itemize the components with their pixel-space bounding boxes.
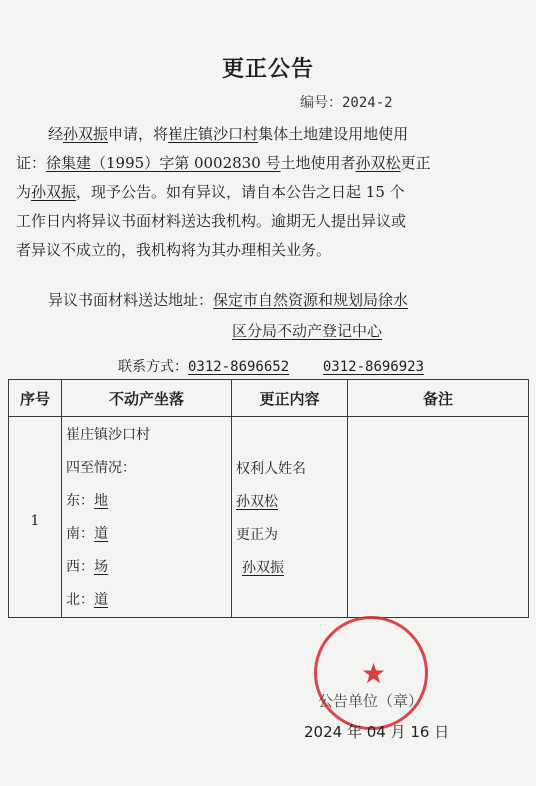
header-seq: 序号: [9, 380, 62, 417]
change-old: [232, 486, 347, 519]
notice-line-5: 者异议不成立的，我机构将为其办理相关业务。: [16, 241, 332, 259]
row-change: [232, 417, 348, 618]
text-segment: 更正: [400, 154, 431, 172]
certificate-number: 徐集建（1995）字第 0002830 号: [46, 154, 281, 172]
objection-address-line-2: [232, 317, 382, 345]
old-holder-name: 孙双松: [355, 154, 401, 172]
table-row: [9, 417, 529, 618]
address-part-1: 保定市自然资源和规划局徐水: [213, 291, 409, 309]
applicant-name: 孙双振: [63, 125, 109, 143]
phone-number-1: 0312-8696652: [188, 359, 290, 375]
boundary-south: [62, 518, 231, 551]
issuing-unit: 公告单位（章）: [318, 692, 424, 710]
objection-address-line-1: [48, 286, 408, 314]
boundary-dir: 北：: [66, 592, 94, 608]
boundary-val: 地: [94, 493, 108, 509]
row-location: [62, 417, 232, 618]
text-segment: 土地使用者: [280, 154, 356, 172]
village-name: 崔庄镇沙口村: [168, 125, 259, 143]
header-location: 不动产坐落: [62, 380, 232, 417]
official-seal: [314, 616, 428, 730]
star-icon: ★: [361, 657, 387, 690]
phone-number-2: 0312-8696923: [322, 359, 425, 375]
address-label: 异议书面材料送达地址：: [48, 291, 214, 309]
boundary-west: [62, 551, 231, 584]
old-value: 孙双松: [236, 494, 278, 510]
boundary-val: 道: [94, 526, 108, 542]
correction-table: [8, 379, 529, 618]
boundary-dir: 东：: [66, 493, 94, 509]
change-new: [232, 552, 347, 585]
boundary-east: [62, 485, 231, 518]
issue-date: 2024 年 04 月 16 日: [304, 723, 450, 741]
contact-label: 联系方式：: [118, 359, 188, 375]
new-value: 孙双振: [242, 560, 284, 576]
notice-line-2: [16, 149, 431, 177]
row-remark: [348, 417, 529, 618]
text-segment: 申请，将: [108, 125, 169, 143]
row-seq: 1: [9, 417, 62, 618]
page-title: 更正公告: [221, 57, 314, 82]
header-remark: 备注: [348, 380, 529, 417]
boundary-dir: 西：: [66, 559, 94, 575]
new-holder-name: 孙双振: [31, 183, 77, 201]
notice-line-1: [48, 120, 408, 148]
change-to-label: 更正为: [236, 527, 278, 543]
notice-line-3: [16, 178, 405, 206]
boundary-north: [62, 584, 231, 617]
boundary-val: 道: [94, 592, 108, 608]
text-segment: 为: [16, 183, 32, 201]
notice-line-4: 工作日内将异议书面材料送达我机构。逾期无人提出异议或: [16, 212, 407, 230]
address-part-2: 区分局不动产登记中心: [232, 322, 383, 340]
boundary-label: 四至情况：: [66, 460, 136, 476]
text-segment: ，现予公告。如有异议，请自本公告之日起 15 个: [76, 183, 405, 201]
boundary-dir: 南：: [66, 526, 94, 542]
text-segment: 证：: [16, 154, 47, 172]
text-segment: 集体土地建设用地使用: [258, 125, 409, 143]
contact-info: [118, 356, 424, 376]
boundary-val: 场: [94, 559, 108, 575]
header-change: 更正内容: [232, 380, 348, 417]
change-field: 权利人姓名: [236, 461, 306, 477]
document-number: 编号：2024-2: [300, 95, 393, 111]
location-name: 崔庄镇沙口村: [66, 427, 150, 443]
table-header-row: [9, 380, 529, 417]
text-segment: 经: [48, 125, 64, 143]
